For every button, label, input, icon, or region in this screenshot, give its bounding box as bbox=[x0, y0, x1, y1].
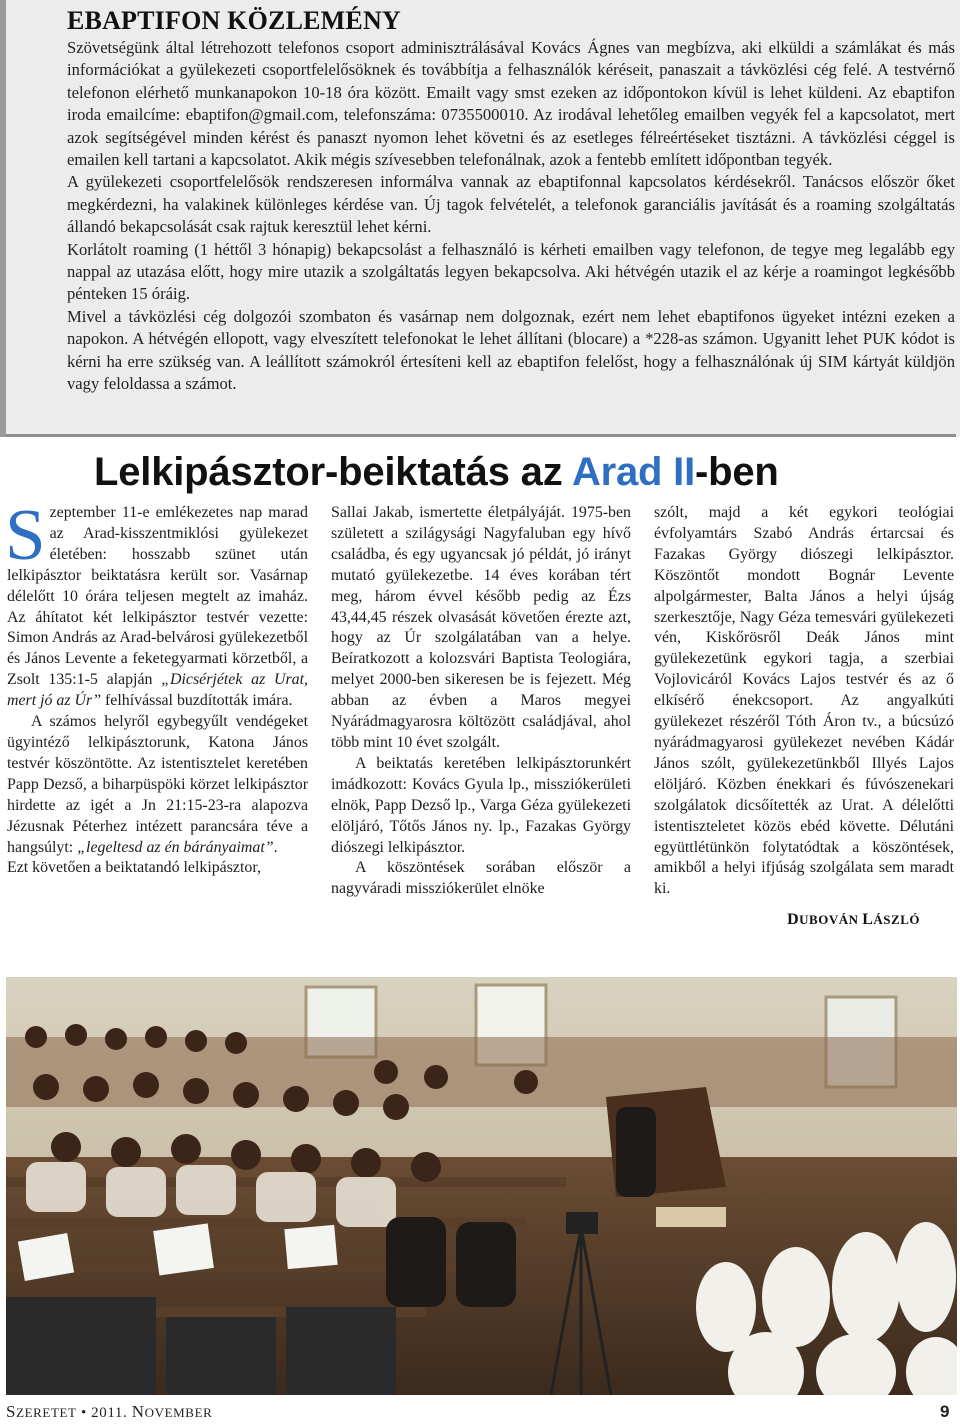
paragraph-text: . bbox=[273, 838, 278, 856]
notice-paragraph: Korlátolt roaming (1 héttől 3 hónapig) bekapcsolást a felhasználó is kérheti emailben vagy telefonon, de tegye meg legalább egy nappal az utazása előtt, hogy mire utazik a szolgáltatás legyen bekapcsolva. Aki hétvégén utazik el az kérje a roamingot legkésőbb pénteken 15 óráig. bbox=[67, 239, 955, 304]
article-column-3 bbox=[654, 503, 954, 931]
headline-text: Lelkipásztor-beiktatás az bbox=[94, 450, 572, 494]
article-headline bbox=[94, 446, 894, 498]
article-paragraph: A beiktatás keretében lelkipásztorunkért imádkozott: Kovács Gyula lp., missziókerületi elnök, Papp Dezső lp., Varga Géza gyülekezeti elöljáró, Tőtős János ny. lp., Fazakas György diószegi lelkipásztor. bbox=[331, 754, 631, 856]
page-number: 9 bbox=[939, 1402, 950, 1421]
scripture-quote: „legeltesd az én bárányaimat” bbox=[77, 838, 274, 856]
notice-paragraph: Szövetségünk által létrehozott telefonos csoport adminisztrálásával Kovács Ágnes van megbízva, aki elküldi a számlákat és más információkat a gyülekezeti csoportfelelősöknek és továbbítja a felhasználók kéréseit, panaszait a távközlési cég felé. A testvérnő telefonon elérhető munkanapokon 10-18 óra között. Emailt vagy smst ezeken az időpontokon kívül is lehet küldeni. Az ebaptifon iroda emailcíme: ebaptifon@gmail.com, telefonszáma: 0735500010. Az irodával lehetőleg emailben vegyék fel a kapcsolatot, mert azok segítségével minden kérést és panaszt nyomon lehet követni és az esetleges félreértéseket tisztázni. A távközlési céggel is emailen kell tartani a kapcsolatot. Akik mégis szívesebben telefonálnak, azok a fentebb említett időpontban tegyék. bbox=[67, 38, 955, 170]
photo-illustration bbox=[6, 977, 957, 1395]
article-author: DUBOVÁN LÁSZLÓ bbox=[787, 911, 920, 929]
article-paragraph: szólt, majd a két egykori teológiai évfolyamtárs Szabó András értarcsai és Fazakas György diószegi lelkipásztor. Köszöntőt mondott Bognár Levente alpolgármester, Balta János a helyi újság szerkesztője, Nagy Géza temesvári gyülekezeti vén, Kiskőrösről Deák János mint gyülekezetünk egykori tagja, a szerbiai Vojlovicáról Kovács Lajos testvér és az ő elkísérő énekcsoport. Az angyalkúti gyülekezet részéről Tóth Áron tv., a búcsúzó nyárádmagyarosi gyülekezet nevében Kádár János szólt, gyülekezetünkből Illyés Lajos elöljáró. Közben énekkari és fúvószenekari szolgálatok dicsőítették az Urat. A délelőtti istentiszteletet közös ebéd követte. Délutáni együttlétünkön folytatódtak a köszöntések, amikből a helyi ifjúság szolgálata sem maradt ki. bbox=[654, 504, 954, 898]
notice-bottom-rule bbox=[6, 434, 956, 437]
article-paragraph: Ezt követően a beiktatandó lelkipásztor, bbox=[7, 859, 261, 877]
article-paragraph: Sallai Jakab, ismertette életpályáját. 1975-ben született a szilágysági Nagyfaluban egy hívő családba, és egy ugyancsak jó példát, jó irányt mutató gyülekezetbe. 14 éves korában tért meg, három évvel később pedig az Ézs 43,44,45 részek olvasását követően érezte azt, hogy az Úr szolgálatában van a helye. Beíratkozott a kolozsvári Baptista Teologiára, melyet 2000-ben sikeresen be is fejezett. Még abban az évben a Maros megyei Nyárádmagyarosra költözött családjával, ahol több mint 10 évet szolgált. bbox=[331, 504, 631, 751]
article-paragraph bbox=[7, 712, 308, 858]
paragraph-text: A számos helyről egybegyűlt vendégeket ügyintéző lelkipásztorunk, Katona János testvér köszöntötte. Az istentisztelet keretében Papp Dezső, a biharpüspöki körzet lelkipásztor hirdette az igét a Jn 21:15-23-ra alapozva Jézusnak Péterhez intézett parancsára téve a hangsúlyt: bbox=[7, 713, 308, 856]
article-paragraph bbox=[5, 494, 308, 712]
footer-month-rest: OVEMBER bbox=[144, 1405, 213, 1420]
congregation-photo bbox=[6, 977, 957, 1395]
publication-name-cap: S bbox=[6, 1402, 17, 1421]
notice-paragraph: Mivel a távközlési cég dolgozói szombaton és vasárnap nem dolgoznak, ezért nem lehet ebaptifonos ügyeket intézni ezeken a napokon. A hétvégén ellopott, vagy elveszített telefonokat le lehet állítani (blocare) a *228-as számon. Ugyanitt lehet PUK kódot is kérni ha erre szükség van. A leállított számokról értesíteni kell az ebaptifon felelőst, hogy a felhasználónak új SIM kártyát küldjön vagy feloldassa a számot. bbox=[67, 306, 955, 394]
scripture-quote: „Dicsérjétek az Urat, mert jó az Úr” bbox=[7, 671, 308, 710]
article-column-1 bbox=[5, 494, 308, 879]
notice-body bbox=[67, 37, 955, 396]
paragraph-text: zeptember 11-e emlékezetes nap marad az Arad-kisszentmiklósi gyülekezet életében: hosszabb szünet után lelkipásztor beiktatásra került sor. Vasárnap délelőtt 10 órára teljesen megtelt az imaház. Az áhítatot két lelkipásztor testvér vezette: Simon András az Arad-belvárosi gyülekezetből és János Levente a feketegyarmati körzetből, a Zsolt 135:1-5 alapján bbox=[7, 504, 308, 689]
publication-name-rest: ZERETET bbox=[16, 1405, 77, 1420]
notice-box bbox=[0, 0, 960, 437]
drop-cap: S bbox=[5, 494, 46, 575]
notice-title: EBAPTIFON KÖZLEMÉNY bbox=[67, 6, 401, 35]
headline-accent: Arad II bbox=[571, 450, 696, 494]
paragraph-text: felhívással buzdították imára. bbox=[101, 692, 293, 710]
page-footer bbox=[6, 1401, 956, 1423]
footer-month-cap: N bbox=[131, 1402, 145, 1421]
headline-text-end: -ben bbox=[695, 450, 779, 494]
footer-year: 2011. bbox=[91, 1405, 128, 1421]
article-column-2 bbox=[331, 503, 631, 900]
article-paragraph: A köszöntések sorában először a nagyváradi missziókerület elnöke bbox=[331, 859, 631, 898]
notice-paragraph: A gyülekezeti csoportfelelősök rendszeresen informálva vannak az ebaptifonnal kapcsolatos kérdésekről. Tanácsos először őket megkérdezni, ha valakinek különleges kérdése van. Új tagok felvételét, a telefonok garanciális javítását és a roaming szolgáltatás állandó bekapcsolását csak rajtuk keresztül lehet kérni. bbox=[67, 172, 955, 237]
notice-side-bar bbox=[0, 0, 6, 437]
footer-bullet: • bbox=[80, 1405, 87, 1421]
